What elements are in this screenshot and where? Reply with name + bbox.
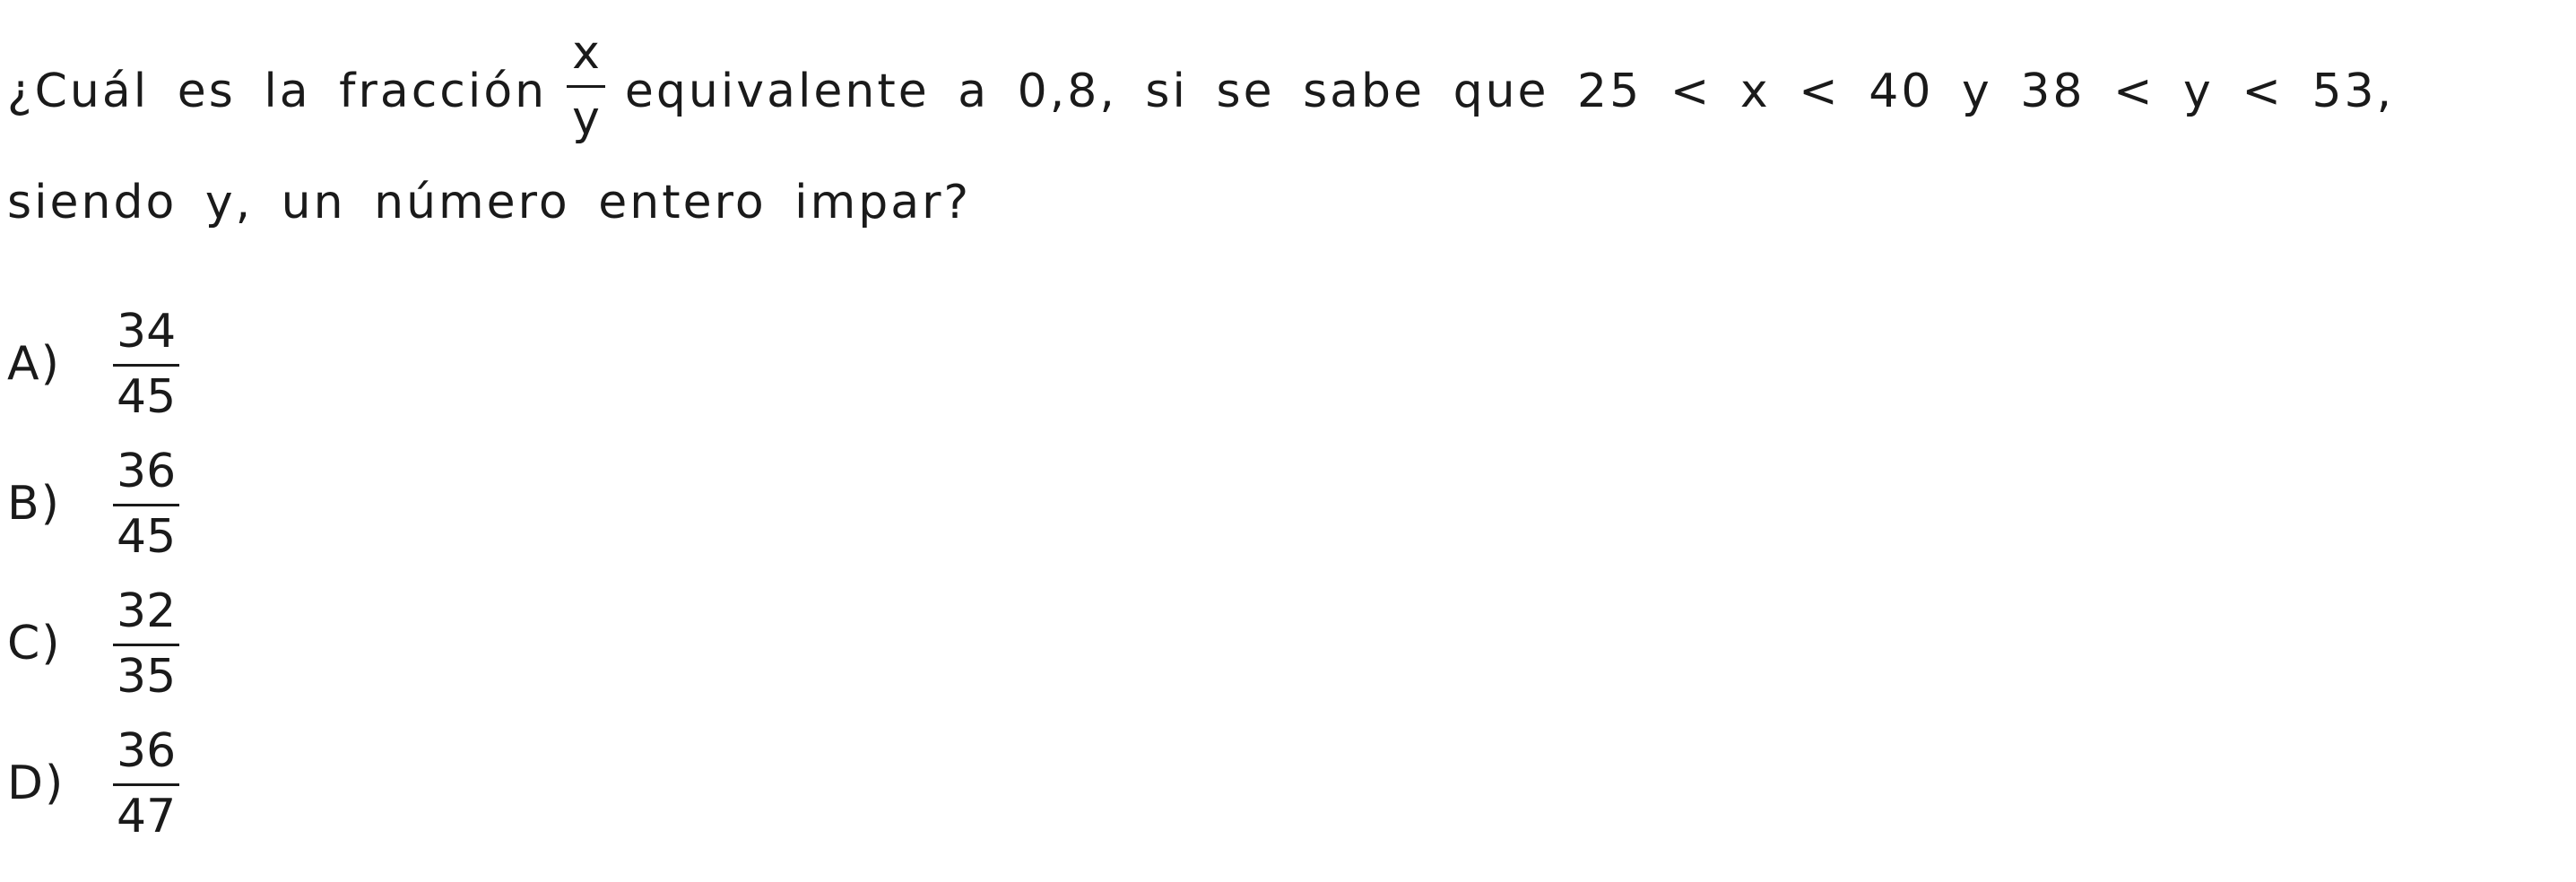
option-numerator: 36 (117, 723, 177, 778)
question-text (7, 25, 2518, 258)
option-c[interactable] (7, 574, 179, 713)
question-line-1 (7, 25, 2518, 147)
fraction-denominator: y (572, 91, 600, 145)
fraction-bar (567, 85, 605, 88)
option-fraction (113, 723, 179, 843)
fraction-bar (113, 504, 179, 506)
question-part-2: equivalente a 0,8, si se sabe que 25 < x < 40 y 38 < y < 53, (624, 65, 2395, 118)
option-numerator: 34 (117, 304, 177, 359)
option-letter: A) (7, 337, 61, 391)
option-fraction (113, 444, 179, 564)
option-denominator: 45 (117, 509, 177, 564)
option-a[interactable] (7, 294, 179, 434)
option-letter: D) (7, 757, 65, 810)
option-denominator: 45 (117, 369, 177, 424)
option-d[interactable] (7, 713, 179, 853)
answer-options (7, 294, 179, 853)
fraction-bar (113, 783, 179, 786)
option-numerator: 36 (117, 444, 177, 498)
option-letter: C) (7, 617, 62, 670)
option-denominator: 35 (117, 649, 177, 704)
option-numerator: 32 (117, 584, 177, 638)
question-part-1: ¿Cuál es la fracción (7, 65, 548, 118)
option-fraction (113, 584, 179, 704)
option-denominator: 47 (117, 789, 177, 843)
fraction-bar (113, 364, 179, 367)
option-b[interactable] (7, 434, 179, 574)
option-letter: B) (7, 477, 61, 531)
question-line-2 (7, 147, 2518, 258)
question-part-3: siendo y, un número entero impar? (7, 176, 972, 229)
fraction-numerator: x (572, 25, 600, 80)
fraction-bar (113, 644, 179, 646)
option-fraction (113, 304, 179, 424)
question-fraction-x-over-y (567, 25, 605, 145)
